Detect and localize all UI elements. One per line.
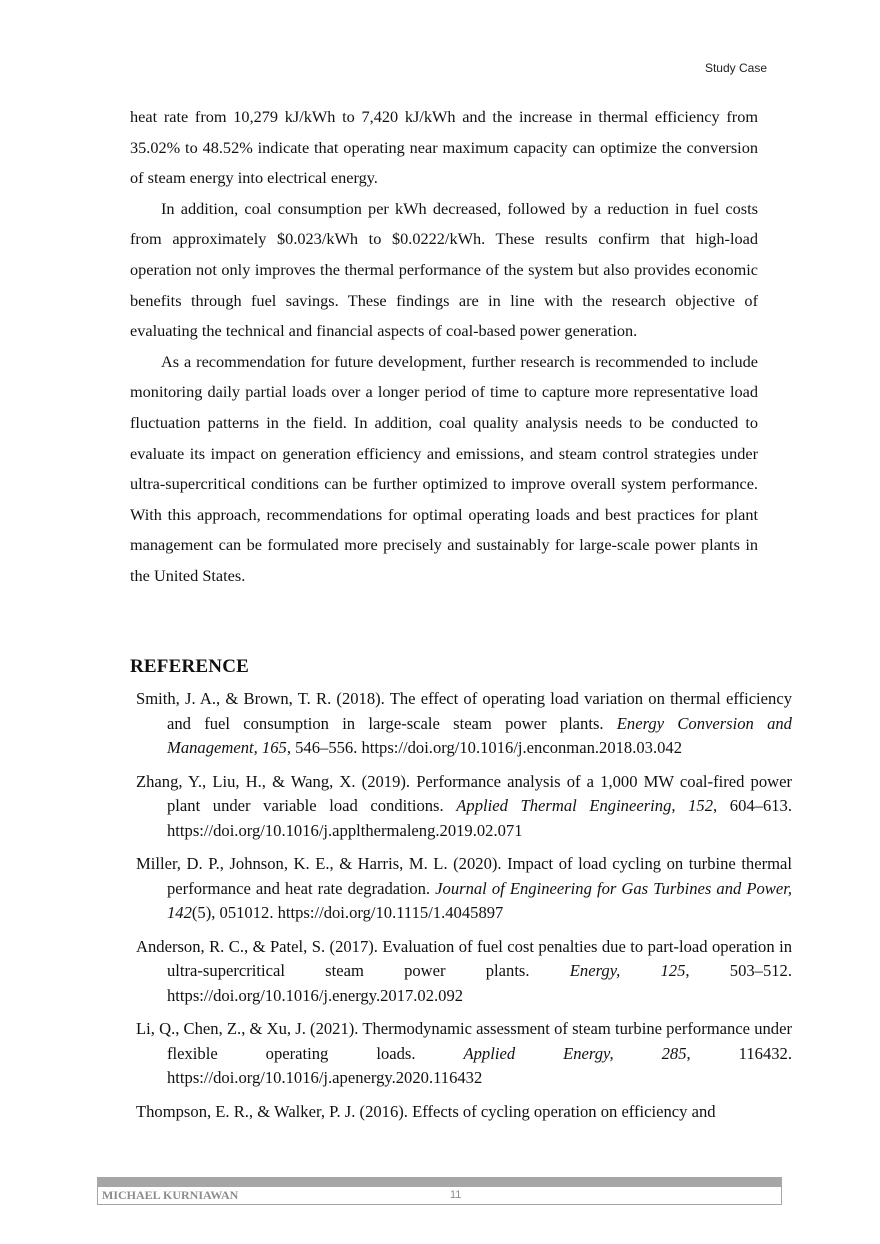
reference-text: Smith, J. A., & Brown, T. R. (2018). The effect of operating load variation on thermal efficiency and fuel consumption in large-scale steam power plants. [136,689,792,733]
reference-text: Anderson, R. C., & Patel, S. (2017). Evaluation of fuel cost penalties due to part-load operation in ultra-supercritical steam power plants. [136,936,792,980]
reference-text: Zhang, Y., Liu, H., & Wang, X. (2019). Performance analysis of a 1,000 MW coal-fired power plant under variable load conditions. [136,771,792,815]
reference-journal: Applied Thermal Engineering, 152 [456,796,714,815]
reference-entry [136,687,792,761]
reference-journal: Journal of Engineering for Gas Turbines and Power, 142 [167,878,792,922]
references-heading: REFERENCE [130,656,249,677]
footer-author: MICHAEL KURNIAWAN [102,1188,239,1202]
reference-journal: Energy Conversion and Management, 165 [167,713,792,757]
reference-entry [136,935,792,1009]
reference-details: , 116432. https://doi.org/10.1016/j.apenergy.2020.116432 [167,1043,792,1087]
reference-text: Thompson, E. R., & Walker, P. J. (2016). Effects of cycling operation on efficiency and [136,1101,716,1121]
reference-entry [136,770,792,844]
paragraph: heat rate from 10,279 kJ/kWh to 7,420 kJ/kWh and the increase in thermal efficiency from 35.02% to 48.52% indicate that operating near maximum capacity can optimize the conversion of steam energy into electrical energy. [130,107,758,188]
reference-details: , 546–556. https://doi.org/10.1016/j.enconman.2018.03.042 [286,738,682,757]
reference-journal: Energy, 125 [569,961,686,980]
page-footer [97,1187,782,1205]
reference-text: Li, Q., Chen, Z., & Xu, J. (2021). Thermodynamic assessment of steam turbine performance under flexible operating loads. [136,1019,792,1063]
reference-entry [136,852,792,926]
page-number: 11 [450,1189,462,1201]
body-text [130,102,758,592]
paragraph: In addition, coal consumption per kWh decreased, followed by a reduction in fuel costs from approximately $0.023/kWh to $0.0222/kWh. These results confirm that high-load operation not only improves the thermal performance of the system but also provides economic benefits through fuel savings. These findings are in line with the research objective of evaluating the technical and financial aspects of coal-based power generation. [130,198,758,341]
reference-entry [136,1100,792,1125]
running-header: Study Case [704,61,767,75]
reference-text: Miller, D. P., Johnson, K. E., & Harris, M. L. (2020). Impact of load cycling on turbine thermal performance and heat rate degradation. [136,854,792,898]
reference-entry [136,1017,792,1091]
reference-details: (5), 051012. https://doi.org/10.1115/1.4045897 [191,903,504,922]
reference-details: , 604–613. https://doi.org/10.1016/j.applthermaleng.2019.02.071 [167,796,792,840]
reference-list [136,687,792,1133]
reference-journal: Applied Energy, 285 [463,1043,687,1063]
footer-bar [97,1177,782,1187]
reference-details: , 503–512. https://doi.org/10.1016/j.energy.2017.02.092 [167,961,792,1005]
paragraph: As a recommendation for future development, further research is recommended to include monitoring daily partial loads over a longer period of time to capture more representative load fluctuation patterns in the field. In addition, coal quality analysis needs to be conducted to evaluate its impact on generation efficiency and emissions, and steam control strategies under ultra-supercritical conditions can be further optimized to improve overall system performance. With this approach, recommendations for optimal operating loads and best practices for plant management can be formulated more precisely and sustainably for large-scale power plants in the United States. [130,351,758,585]
